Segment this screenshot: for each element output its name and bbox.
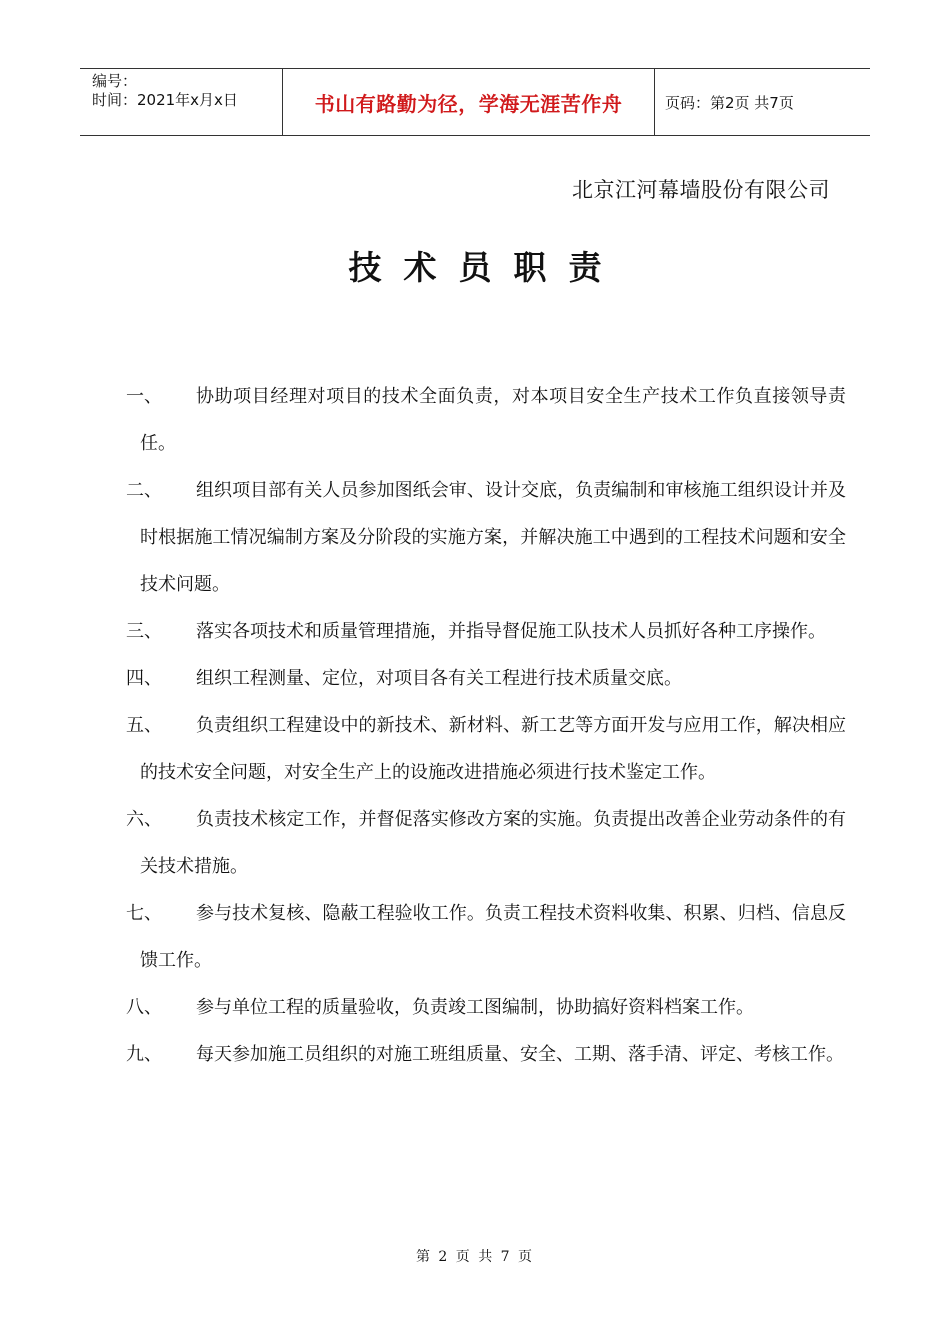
- item-text: 落实各项技术和质量管理措施，并指导督促施工队技术人员抓好各种工序操作。: [196, 621, 826, 642]
- item-text: 每天参加施工员组织的对施工班组质量、安全、工期、落手清、评定、考核工作。: [196, 1044, 844, 1065]
- list-item: [126, 796, 846, 890]
- list-item: [126, 1031, 846, 1078]
- time-label: 时间：2021年x月x日: [92, 91, 238, 109]
- item-text: 组织项目部有关人员参加图纸会审、设计交底，负责编制和审核施工组织设计并及时根据施工情况编制方案及分阶段的实施方案，并解决施工中遇到的工程技术问题和安全技术问题。: [140, 480, 846, 595]
- item-number: 四、: [126, 668, 162, 689]
- page-label: 页码：第2页 共7页: [665, 93, 794, 112]
- header-meta: [80, 69, 282, 135]
- item-text: 协助项目经理对项目的技术全面负责，对本项目安全生产技术工作负直接领导责任。: [140, 386, 846, 454]
- item-number: 九、: [126, 1044, 162, 1065]
- header-page-cell: [655, 69, 870, 135]
- list-item: [126, 702, 846, 796]
- item-text: 负责技术核定工作，并督促落实修改方案的实施。负责提出改善企业劳动条件的有关技术措施。: [140, 809, 846, 877]
- duty-list: [126, 373, 846, 1078]
- number-label: 编号：: [92, 72, 138, 90]
- item-number: 二、: [126, 480, 162, 501]
- item-number: 五、: [126, 715, 162, 736]
- company-name: 北京江河幕墙股份有限公司: [572, 178, 830, 202]
- list-item: [126, 984, 846, 1031]
- item-text: 参与技术复核、隐蔽工程验收工作。负责工程技术资料收集、积累、归档、信息反馈工作。: [140, 903, 846, 971]
- list-item: [126, 608, 846, 655]
- item-text: 参与单位工程的质量验收，负责竣工图编制，协助搞好资料档案工作。: [196, 997, 754, 1018]
- motto: 书山有路勤为径，学海无涯苦作舟: [314, 91, 623, 116]
- list-item: [126, 655, 846, 702]
- list-item: [126, 467, 846, 608]
- item-number: 六、: [126, 809, 162, 830]
- list-item: [126, 890, 846, 984]
- item-number: 三、: [126, 621, 162, 642]
- page-header: [80, 68, 870, 136]
- document-title: 技术员职责: [348, 248, 624, 287]
- item-number: 七、: [126, 903, 162, 924]
- page-footer: 第 2 页 共 7 页: [415, 1249, 535, 1265]
- item-text: 组织工程测量、定位，对项目各有关工程进行技术质量交底。: [196, 668, 682, 689]
- item-number: 八、: [126, 997, 162, 1018]
- item-text: 负责组织工程建设中的新技术、新材料、新工艺等方面开发与应用工作，解决相应的技术安全问题，对安全生产上的设施改进措施必须进行技术鉴定工作。: [140, 715, 846, 783]
- list-item: [126, 373, 846, 467]
- item-number: 一、: [126, 386, 162, 407]
- header-motto-cell: [282, 69, 655, 135]
